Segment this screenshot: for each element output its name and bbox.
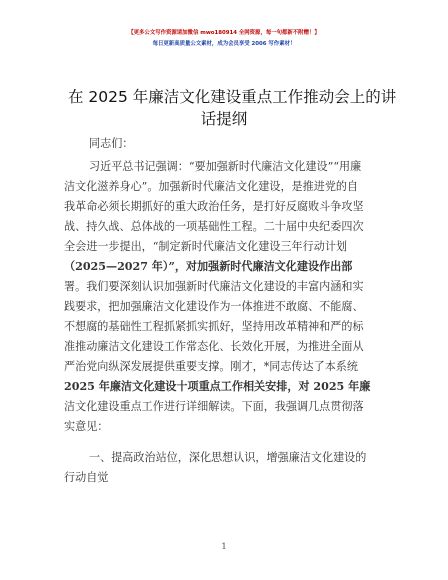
paragraph-1-line: （2025—2027 年）”，对加强新时代廉洁文化建设作出部 (64, 260, 353, 273)
promo-banner-line-1: 【更多公文写作资源请加微信 mwo180914 全网资源，每一句都新不附赠！】 (128, 30, 320, 36)
salutation: 同志们： (89, 137, 134, 150)
paragraph-1-line: 实意见： (64, 420, 109, 433)
paragraph-1-line: 准推动廉洁文化建设工作常态化、长效化开展，为推进全面从 (64, 340, 364, 353)
document-title-line-1: 在 2025 年廉洁文化建设重点工作推动会上的讲 (68, 88, 397, 106)
paragraph-1-line: 2025 年廉洁文化建设十项重点工作相关安排，对 2025 年廉 (64, 380, 371, 393)
paragraph-1-line: 习近平总书记强调：“要加强新时代廉洁文化建设”“用廉 (89, 160, 362, 173)
paragraph-1-line: 洁文化建设重点工作进行详细解读。下面，我强调几点贯彻落 (64, 400, 364, 413)
paragraph-1-line: 严治党向纵深发展提供重要支撑。刚才，*同志传达了本系统 (64, 360, 358, 373)
paragraph-1-line: 洁文化滋养身心”。加强新时代廉洁文化建设，是推进党的自 (64, 180, 359, 193)
paragraph-1-line: 战、持久战、总体战的一项基础性工程。二十届中央纪委四次 (64, 220, 364, 233)
section-heading-1-line: 一、提高政治站位，深化思想认识，增强廉洁文化建设的 (89, 451, 367, 464)
paragraph-1-line: 不想腐的基础性工程抓紧抓实抓好，坚持用改革精神和严的标 (64, 320, 364, 333)
paragraph-1-line: 我革命必须长期抓好的重大政治任务，是打好反腐败斗争攻坚 (64, 200, 364, 213)
section-heading-1-line: 行动自觉 (64, 471, 109, 484)
paragraph-1-line: 践要求，把加强廉洁文化建设作为一体推进不敢腐、不能腐、 (64, 300, 364, 313)
paragraph-1-line: 署。我们要深刻认识加强新时代廉洁文化建设的丰富内涵和实 (64, 280, 364, 293)
document-title-line-2: 话提纲 (200, 110, 248, 128)
page-number: 1 (221, 542, 227, 551)
paragraph-1-line: 全会进一步提出，“制定新时代廉洁文化建设三年行动计划 (64, 240, 348, 253)
promo-banner-line-2: 每日更新高质量公文素材，成为会员享受 2006 写作素材！ (152, 41, 296, 47)
